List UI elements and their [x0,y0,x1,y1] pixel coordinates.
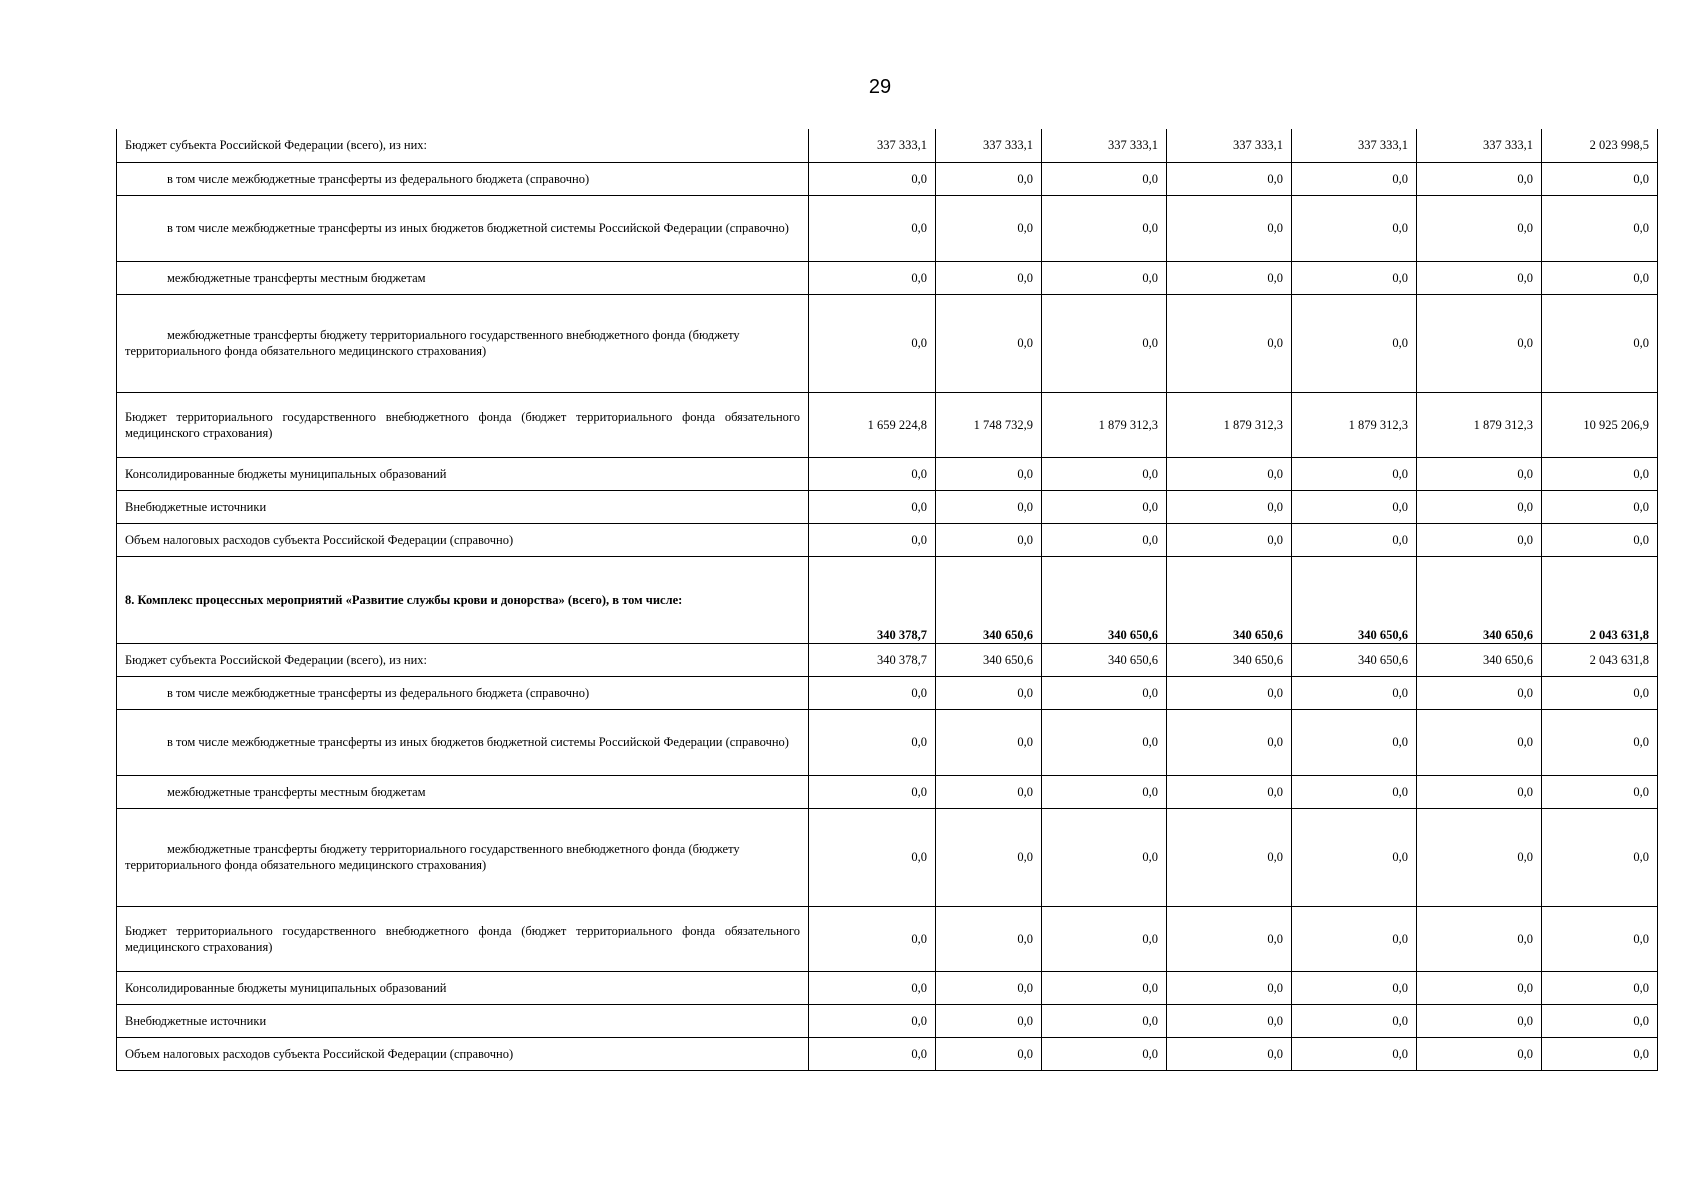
row-label: в том числе межбюджетные трансферты из федерального бюджета (справочно) [117,676,809,709]
value-cell: 337 333,1 [1292,129,1417,162]
row-label: Объем налоговых расходов субъекта Российской Федерации (справочно) [117,523,809,556]
total-cell: 0,0 [1542,808,1658,906]
table-row [117,1037,1658,1070]
value-cell: 0,0 [1417,1037,1542,1070]
budget-table [116,129,1658,1071]
value-cell: 0,0 [1167,775,1292,808]
row-label: Внебюджетные источники [117,490,809,523]
value-cell: 0,0 [1417,162,1542,195]
value-cell: 0,0 [1417,195,1542,261]
value-cell: 340 650,6 [1292,643,1417,676]
value-cell: 0,0 [809,261,936,294]
total-cell: 0,0 [1542,971,1658,1004]
total-cell: 0,0 [1542,676,1658,709]
table-row [117,261,1658,294]
value-cell: 0,0 [936,1004,1042,1037]
value-cell: 0,0 [936,261,1042,294]
value-cell: 0,0 [809,971,936,1004]
value-cell: 0,0 [1292,1004,1417,1037]
total-cell: 0,0 [1542,261,1658,294]
value-cell: 0,0 [809,1004,936,1037]
value-cell: 0,0 [809,490,936,523]
total-cell: 0,0 [1542,775,1658,808]
row-label: Бюджет субъекта Российской Федерации (всего), из них: [117,129,809,162]
value-cell: 0,0 [936,676,1042,709]
value-cell: 337 333,1 [809,129,936,162]
value-cell: 0,0 [1417,1004,1542,1037]
value-cell: 0,0 [936,906,1042,971]
value-cell: 0,0 [1292,490,1417,523]
value-cell: 0,0 [1292,808,1417,906]
value-cell: 0,0 [809,162,936,195]
total-cell: 10 925 206,9 [1542,392,1658,457]
value-cell: 1 879 312,3 [1167,392,1292,457]
row-label: в том числе межбюджетные трансферты из иных бюджетов бюджетной системы Российской Федерации (справочно) [117,195,809,261]
value-cell: 0,0 [1167,709,1292,775]
value-cell: 0,0 [1292,1037,1417,1070]
value-cell: 0,0 [1417,906,1542,971]
row-label: Внебюджетные источники [117,1004,809,1037]
value-cell: 0,0 [1292,162,1417,195]
row-label: в том числе межбюджетные трансферты из иных бюджетов бюджетной системы Российской Федерации (справочно) [117,709,809,775]
value-cell: 0,0 [1292,775,1417,808]
value-cell: 0,0 [1417,676,1542,709]
value-cell: 0,0 [1167,1004,1292,1037]
value-cell: 340 378,7 [809,643,936,676]
value-cell: 0,0 [936,490,1042,523]
value-cell: 0,0 [1292,261,1417,294]
total-cell: 2 043 631,8 [1542,643,1658,676]
value-cell: 0,0 [1417,971,1542,1004]
value-cell: 0,0 [1167,906,1292,971]
value-cell: 337 333,1 [936,129,1042,162]
value-cell: 0,0 [936,808,1042,906]
table-row [117,709,1658,775]
table-row [117,676,1658,709]
page-number: 29 [868,76,892,98]
value-cell: 340 650,6 [936,556,1042,643]
value-cell: 340 650,6 [1417,556,1542,643]
value-cell: 0,0 [1417,261,1542,294]
row-label: Бюджет территориального государственного внебюджетного фонда (бюджет территориального фонда обязательного медицинского страхования) [117,392,809,457]
value-cell: 340 650,6 [1292,556,1417,643]
value-cell: 0,0 [1292,676,1417,709]
value-cell: 0,0 [1167,808,1292,906]
value-cell: 0,0 [809,709,936,775]
value-cell: 0,0 [1167,162,1292,195]
row-label: межбюджетные трансферты местным бюджетам [117,775,809,808]
value-cell: 0,0 [1042,523,1167,556]
total-cell: 0,0 [1542,294,1658,392]
value-cell: 0,0 [1417,808,1542,906]
value-cell: 0,0 [809,676,936,709]
row-label: Объем налоговых расходов субъекта Российской Федерации (справочно) [117,1037,809,1070]
total-cell: 0,0 [1542,195,1658,261]
value-cell: 0,0 [1167,195,1292,261]
value-cell: 0,0 [1042,709,1167,775]
value-cell: 0,0 [936,709,1042,775]
value-cell: 340 650,6 [1417,643,1542,676]
value-cell: 0,0 [809,195,936,261]
value-cell: 0,0 [1417,490,1542,523]
total-cell: 0,0 [1542,457,1658,490]
table-row [117,775,1658,808]
value-cell: 0,0 [1042,457,1167,490]
row-label: межбюджетные трансферты местным бюджетам [117,261,809,294]
value-cell: 0,0 [1167,261,1292,294]
value-cell: 0,0 [936,195,1042,261]
value-cell: 0,0 [809,906,936,971]
value-cell: 0,0 [1417,523,1542,556]
value-cell: 0,0 [1292,195,1417,261]
total-cell: 2 043 631,8 [1542,556,1658,643]
value-cell: 1 659 224,8 [809,392,936,457]
value-cell: 0,0 [1417,709,1542,775]
value-cell: 340 650,6 [936,643,1042,676]
value-cell: 1 879 312,3 [1417,392,1542,457]
value-cell: 1 879 312,3 [1292,392,1417,457]
table-row [117,1004,1658,1037]
row-label: Бюджет территориального государственного внебюджетного фонда (бюджет территориального фонда обязательного медицинского страхования) [117,906,809,971]
section-header-row [117,556,1658,643]
table-row [117,457,1658,490]
table-row [117,129,1658,162]
table-row [117,490,1658,523]
table-row [117,808,1658,906]
value-cell: 340 650,6 [1042,556,1167,643]
value-cell: 0,0 [1042,1004,1167,1037]
value-cell: 0,0 [809,523,936,556]
value-cell: 0,0 [1042,195,1167,261]
table-row [117,523,1658,556]
total-cell: 2 023 998,5 [1542,129,1658,162]
value-cell: 0,0 [1417,457,1542,490]
value-cell: 0,0 [1042,676,1167,709]
row-label: Консолидированные бюджеты муниципальных образований [117,971,809,1004]
table-row [117,392,1658,457]
value-cell: 0,0 [1167,490,1292,523]
value-cell: 0,0 [1292,971,1417,1004]
value-cell: 340 378,7 [809,556,936,643]
value-cell: 0,0 [1167,457,1292,490]
value-cell: 0,0 [936,775,1042,808]
value-cell: 0,0 [936,162,1042,195]
value-cell: 0,0 [1167,971,1292,1004]
table-row [117,195,1658,261]
value-cell: 0,0 [1042,1037,1167,1070]
total-cell: 0,0 [1542,1037,1658,1070]
table-row [117,971,1658,1004]
value-cell: 0,0 [809,294,936,392]
section-title: 8. Комплекс процессных мероприятий «Развитие службы крови и донорства» (всего), в том числе: [117,556,809,643]
value-cell: 337 333,1 [1042,129,1167,162]
table-row [117,162,1658,195]
value-cell: 0,0 [1292,523,1417,556]
value-cell: 0,0 [1167,523,1292,556]
total-cell: 0,0 [1542,490,1658,523]
row-label: межбюджетные трансферты бюджету территориального государственного внебюджетного фонда (бюджету территориального фонда обязательного медицинского страхования) [117,294,809,392]
value-cell: 0,0 [809,808,936,906]
value-cell: 0,0 [1292,457,1417,490]
value-cell: 0,0 [1292,906,1417,971]
row-label: в том числе межбюджетные трансферты из федерального бюджета (справочно) [117,162,809,195]
total-cell: 0,0 [1542,709,1658,775]
value-cell: 0,0 [1042,261,1167,294]
row-label: межбюджетные трансферты бюджету территориального государственного внебюджетного фонда (бюджету территориального фонда обязательного медицинского страхования) [117,808,809,906]
total-cell: 0,0 [1542,906,1658,971]
value-cell: 340 650,6 [1167,643,1292,676]
value-cell: 0,0 [1042,906,1167,971]
value-cell: 337 333,1 [1417,129,1542,162]
value-cell: 0,0 [1042,808,1167,906]
table-row [117,906,1658,971]
value-cell: 0,0 [1042,294,1167,392]
value-cell: 0,0 [809,775,936,808]
value-cell: 0,0 [809,1037,936,1070]
value-cell: 337 333,1 [1167,129,1292,162]
value-cell: 1 748 732,9 [936,392,1042,457]
table-row [117,643,1658,676]
value-cell: 0,0 [1292,709,1417,775]
table-row [117,294,1658,392]
value-cell: 0,0 [1167,676,1292,709]
value-cell: 0,0 [936,294,1042,392]
value-cell: 1 879 312,3 [1042,392,1167,457]
row-label: Бюджет субъекта Российской Федерации (всего), из них: [117,643,809,676]
value-cell: 0,0 [936,457,1042,490]
value-cell: 0,0 [1417,775,1542,808]
value-cell: 0,0 [809,457,936,490]
value-cell: 340 650,6 [1042,643,1167,676]
value-cell: 0,0 [936,971,1042,1004]
value-cell: 0,0 [1417,294,1542,392]
value-cell: 0,0 [1042,775,1167,808]
row-label: Консолидированные бюджеты муниципальных образований [117,457,809,490]
value-cell: 0,0 [1042,971,1167,1004]
value-cell: 0,0 [1167,294,1292,392]
total-cell: 0,0 [1542,1004,1658,1037]
total-cell: 0,0 [1542,523,1658,556]
value-cell: 0,0 [1042,490,1167,523]
value-cell: 0,0 [1042,162,1167,195]
total-cell: 0,0 [1542,162,1658,195]
value-cell: 0,0 [1167,1037,1292,1070]
value-cell: 0,0 [1292,294,1417,392]
value-cell: 0,0 [936,1037,1042,1070]
value-cell: 340 650,6 [1167,556,1292,643]
value-cell: 0,0 [936,523,1042,556]
